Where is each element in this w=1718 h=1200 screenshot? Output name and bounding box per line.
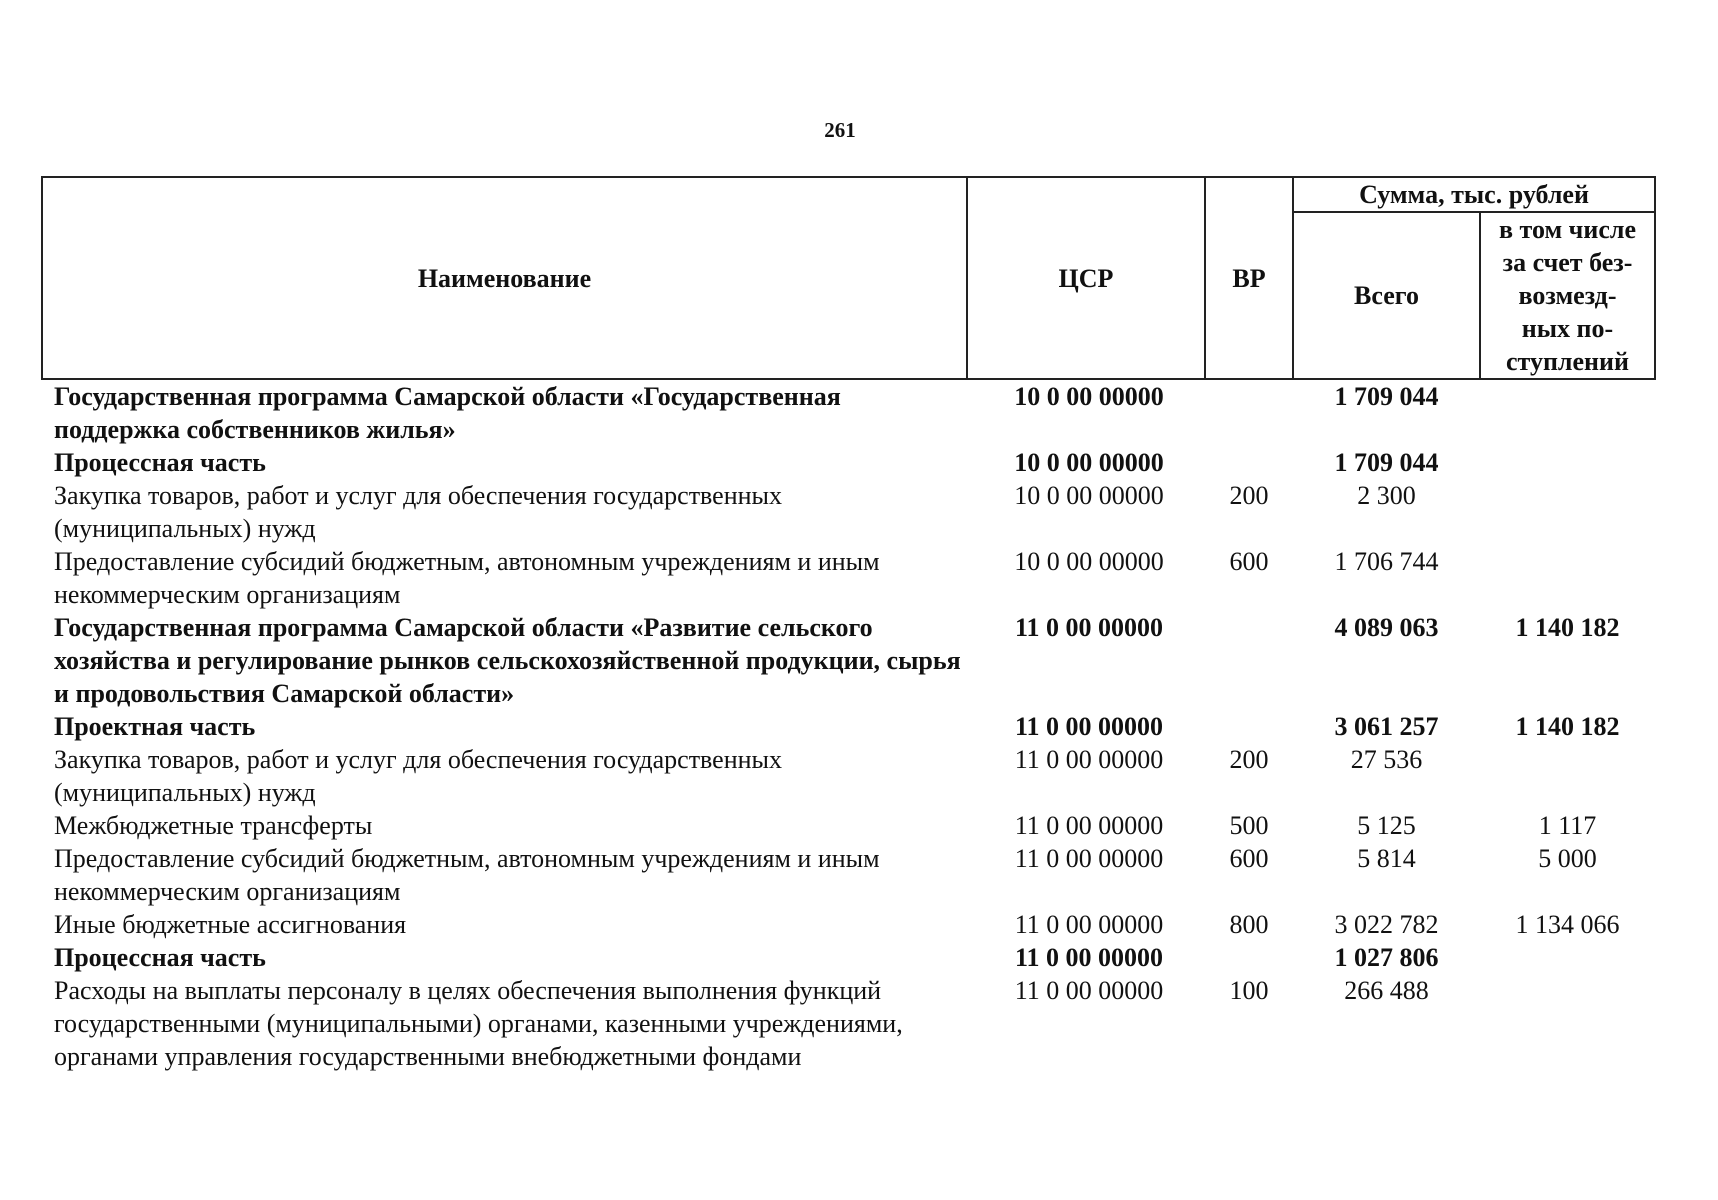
row-vr [1205, 379, 1293, 446]
row-free: 1 140 182 [1515, 613, 1620, 642]
row-free [1480, 974, 1655, 1073]
table-header [42, 177, 1655, 379]
row-free [1480, 743, 1655, 809]
row-csr: 11 0 00 00000 [1014, 943, 1164, 972]
row-name: Иные бюджетные ассигнования [54, 910, 407, 939]
table-row [42, 809, 1655, 842]
row-name: Государственная программа Самарской области «Государственная поддержка собственников жилья» [54, 382, 841, 444]
row-total: 1 027 806 [1334, 943, 1439, 972]
table-row [42, 446, 1655, 479]
row-free [1480, 479, 1655, 545]
row-total: 5 814 [1357, 844, 1416, 873]
row-name: Государственная программа Самарской области «Развитие сельского хозяйства и регулирование рынков сельскохозяйственной продукции, сырья и продовольствия Самарской области» [54, 613, 961, 708]
row-vr: 500 [1229, 811, 1269, 840]
row-name: Предоставление субсидий бюджетным, автономным учреждениям и иным некоммерческим организациям [54, 844, 880, 906]
row-vr [1205, 446, 1293, 479]
budget-table [41, 176, 1656, 1073]
row-name: Закупка товаров, работ и услуг для обеспечения государственных (муниципальных) нужд [54, 745, 783, 807]
table-row [42, 611, 1655, 710]
row-free: 5 000 [1538, 844, 1597, 873]
row-free: 1 134 066 [1515, 910, 1620, 939]
row-vr: 600 [1229, 547, 1269, 576]
row-csr: 10 0 00 00000 [1014, 448, 1164, 477]
row-csr: 11 0 00 00000 [1014, 910, 1164, 939]
header-free-line: в том числе [1499, 215, 1636, 244]
row-total: 266 488 [1344, 976, 1429, 1005]
row-total: 4 089 063 [1334, 613, 1439, 642]
row-total: 1 709 044 [1334, 382, 1439, 411]
row-total: 5 125 [1357, 811, 1416, 840]
row-free [1480, 941, 1655, 974]
table-row [42, 941, 1655, 974]
row-vr [1205, 710, 1293, 743]
row-total: 3 061 257 [1334, 712, 1439, 741]
row-vr [1205, 941, 1293, 974]
row-name: Процессная часть [54, 448, 266, 477]
table-row [42, 545, 1655, 611]
row-free [1480, 379, 1655, 446]
header-total: Всего [1293, 212, 1480, 379]
row-total: 3 022 782 [1334, 910, 1439, 939]
row-vr: 200 [1229, 745, 1269, 774]
page-number: 261 [824, 118, 856, 142]
row-vr: 600 [1229, 844, 1269, 873]
row-name: Предоставление субсидий бюджетным, автономным учреждениям и иным некоммерческим организациям [54, 547, 880, 609]
row-vr: 100 [1229, 976, 1269, 1005]
row-csr: 10 0 00 00000 [1014, 481, 1164, 510]
header-free-line: ных по- [1521, 314, 1614, 343]
row-free [1480, 545, 1655, 611]
table-row [42, 743, 1655, 809]
row-csr: 11 0 00 00000 [1014, 613, 1164, 642]
row-name: Проектная часть [54, 712, 256, 741]
header-name: Наименование [42, 177, 967, 379]
row-total: 27 536 [1350, 745, 1423, 774]
row-csr: 11 0 00 00000 [1014, 811, 1164, 840]
table-row [42, 479, 1655, 545]
table-row [42, 710, 1655, 743]
row-csr: 11 0 00 00000 [1014, 844, 1164, 873]
header-free-line: за счет без- [1502, 248, 1633, 277]
table-body [42, 379, 1655, 1073]
header-free-line: ступлений [1505, 347, 1630, 376]
table-row [42, 908, 1655, 941]
row-csr: 11 0 00 00000 [1014, 712, 1164, 741]
table-row [42, 379, 1655, 446]
header-csr: ЦСР [967, 177, 1205, 379]
row-total: 1 709 044 [1334, 448, 1439, 477]
row-csr: 10 0 00 00000 [1014, 547, 1164, 576]
row-name: Процессная часть [54, 943, 266, 972]
row-total: 1 706 744 [1334, 547, 1439, 576]
row-vr [1205, 611, 1293, 710]
header-sum-group: Сумма, тыс. рублей [1293, 177, 1655, 212]
header-vr: ВР [1205, 177, 1293, 379]
row-csr: 11 0 00 00000 [1014, 976, 1164, 1005]
row-free: 1 117 [1538, 811, 1597, 840]
row-free: 1 140 182 [1515, 712, 1620, 741]
row-vr: 200 [1229, 481, 1269, 510]
header-free-line: возмезд- [1518, 281, 1617, 310]
row-vr: 800 [1229, 910, 1269, 939]
row-free [1480, 446, 1655, 479]
row-name: Закупка товаров, работ и услуг для обеспечения государственных (муниципальных) нужд [54, 481, 783, 543]
row-csr: 10 0 00 00000 [1014, 382, 1164, 411]
table-row [42, 842, 1655, 908]
table-row [42, 974, 1655, 1073]
row-name: Расходы на выплаты персоналу в целях обеспечения выполнения функций государственными (муниципальными) органами, казенными учреждениями, органами управления государственными внебюджетными фондами [54, 976, 903, 1071]
header-free [1480, 212, 1655, 379]
row-name: Межбюджетные трансферты [54, 811, 373, 840]
row-csr: 11 0 00 00000 [1014, 745, 1164, 774]
row-total: 2 300 [1357, 481, 1416, 510]
